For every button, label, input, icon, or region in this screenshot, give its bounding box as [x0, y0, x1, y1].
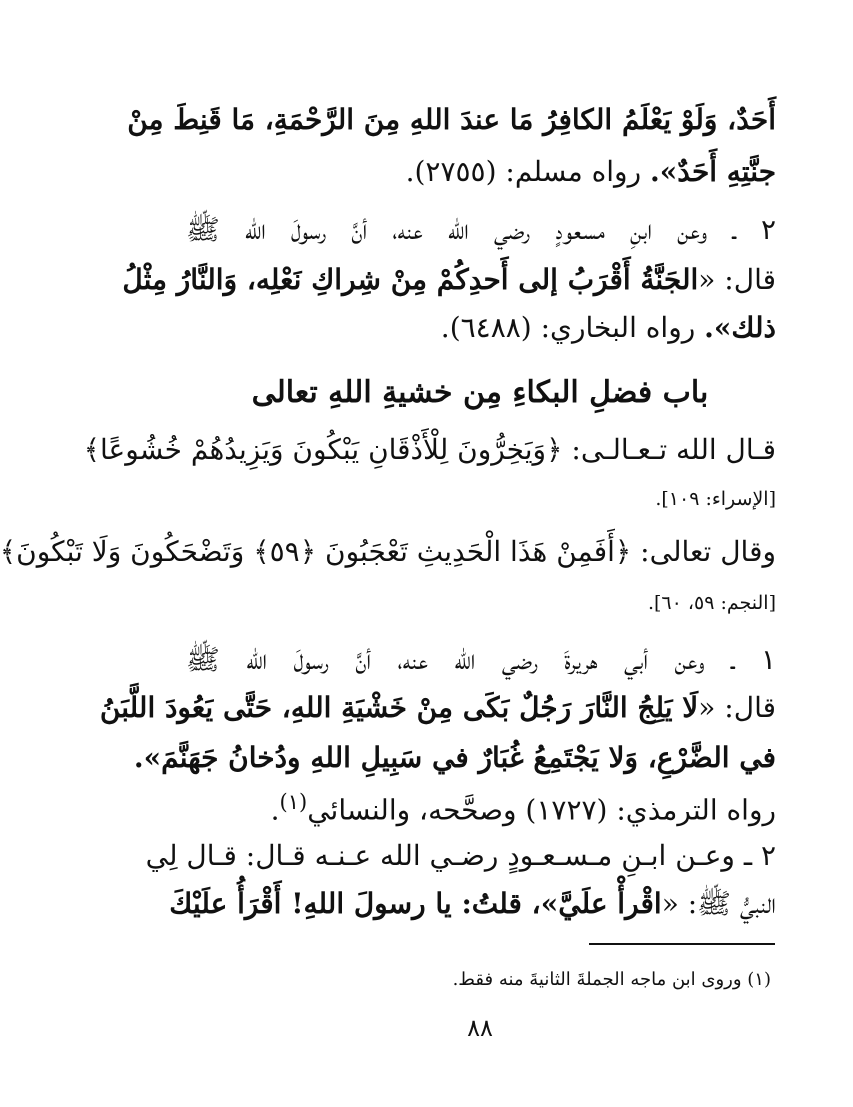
hadith-prev-text-1: أَحَدٌ، وَلَوْ يَعْلَمُ الكافِرُ مَا عندَ اللهِ مِنَ الرَّحْمَةِ، مَا قَنِطَ مِنْ	[127, 103, 776, 136]
verse-2-intro: وقال تعالى:	[640, 535, 776, 568]
hadith-prev-matn-end: جنَّتِهِ أَحَدٌ».	[650, 155, 776, 188]
hadith-1-matn-end: في الضَّرْعِ، وَلا يَجْتَمِعُ غُبَارٌ في سَبِيلِ اللهِ ودُخانُ جَهَنَّمَ».	[133, 741, 776, 774]
hadith-prev-source: رواه مسلم: (٢٧٥٥).	[405, 155, 642, 188]
verse-2-text: ﴿أَفَمِنْ هَذَا الْحَدِيثِ تَعْجَبُونَ ﴿٥٩﴾ وَتَضْحَكُونَ وَلَا تَبْكُونَ﴾	[0, 535, 632, 568]
hadith-1-line-2	[99, 686, 776, 730]
hadith-1-isnad: ١ ـ وعن أبي هريرةَ رضي الله عنه، أنَّ رسولَ الله ﷺ	[186, 643, 776, 676]
page-number: ٨٨	[467, 1014, 493, 1042]
hadith-2b-line-1	[145, 834, 776, 878]
hadith-prev-line-2	[186, 150, 776, 194]
footnote-marker[interactable]: (١)	[279, 790, 308, 814]
hadith-2a-qal: قال: «	[698, 263, 776, 296]
hadith-1-line-3	[133, 736, 776, 780]
hadith-1-matn: لَا يَلِجُ النَّارَ رَجُلٌ بَكَى مِنْ خَشْيَةِ اللهِ، حَتَّى يَعُودَ اللَّبَنُ	[99, 691, 699, 724]
verse-2-line	[0, 530, 776, 574]
verse-1-text: ﴿وَيَخِرُّونَ لِلْأَذْقَانِ يَبْكُونَ وَيَزِيدُهُمْ خُشُوعًا﴾	[83, 433, 563, 466]
hadith-1-line-4	[186, 780, 776, 832]
verse-1-reference: [الإسراء: ١٠٩].	[655, 488, 776, 510]
hadith-2b-isnad: ٢ ـ وعـن ابـنِ مـسـعـودٍ رضـي الله عـنـه قـال: قـال لِي	[145, 839, 776, 872]
hadith-1-source: رواه الترمذي: (١٧٢٧) وصحَّحه، والنسائي	[307, 793, 776, 827]
hadith-1-qal: قال: «	[698, 691, 776, 724]
hadith-2a-line-3	[186, 306, 776, 350]
verse-1-intro: قـال الله تـعـالـى:	[571, 433, 776, 466]
hadith-prev-line-1	[127, 98, 776, 142]
hadith-2b-quote: اقْرأْ علَيَّ	[558, 887, 662, 920]
hadith-2a-line-1	[186, 208, 776, 252]
hadith-2b-nabi: النبيُّ ﷺ: «	[661, 887, 776, 920]
footnote: (١) وروى ابن ماجه الجملةَ الثانيةَ منه فقط.	[452, 969, 771, 990]
hadith-2a-matn-end: ذلك».	[704, 311, 776, 344]
hadith-1-line-1	[186, 638, 776, 682]
verse-1-line	[83, 428, 776, 472]
hadith-1-source-end: .	[270, 793, 280, 827]
hadith-2b-rest: »، قلتُ: يا رسولَ اللهِ! أَقْرَأُ علَيْكَ	[169, 887, 559, 920]
footnote-divider	[589, 943, 775, 945]
hadith-2a-isnad: ٢ ـ وعن ابنِ مسعودٍ رضي الله عنه، أنَّ رسولَ الله ﷺ	[186, 213, 776, 246]
chapter-title: باب فضلِ البكاءِ مِن خشيةِ اللهِ تعالى	[251, 375, 709, 410]
hadith-2a-line-2	[122, 258, 776, 302]
verse-2-reference: [النجم: ٥٩، ٦٠].	[647, 592, 776, 614]
hadith-2a-source: رواه البخاري: (٦٤٨٨).	[440, 311, 696, 344]
hadith-2b-line-2	[169, 882, 776, 926]
hadith-2a-matn: الجَنَّةُ أَقْرَبُ إلى أَحدِكُمْ مِنْ شِراكِ نَعْلِه، وَالنَّارُ مِثْلُ	[122, 263, 699, 296]
